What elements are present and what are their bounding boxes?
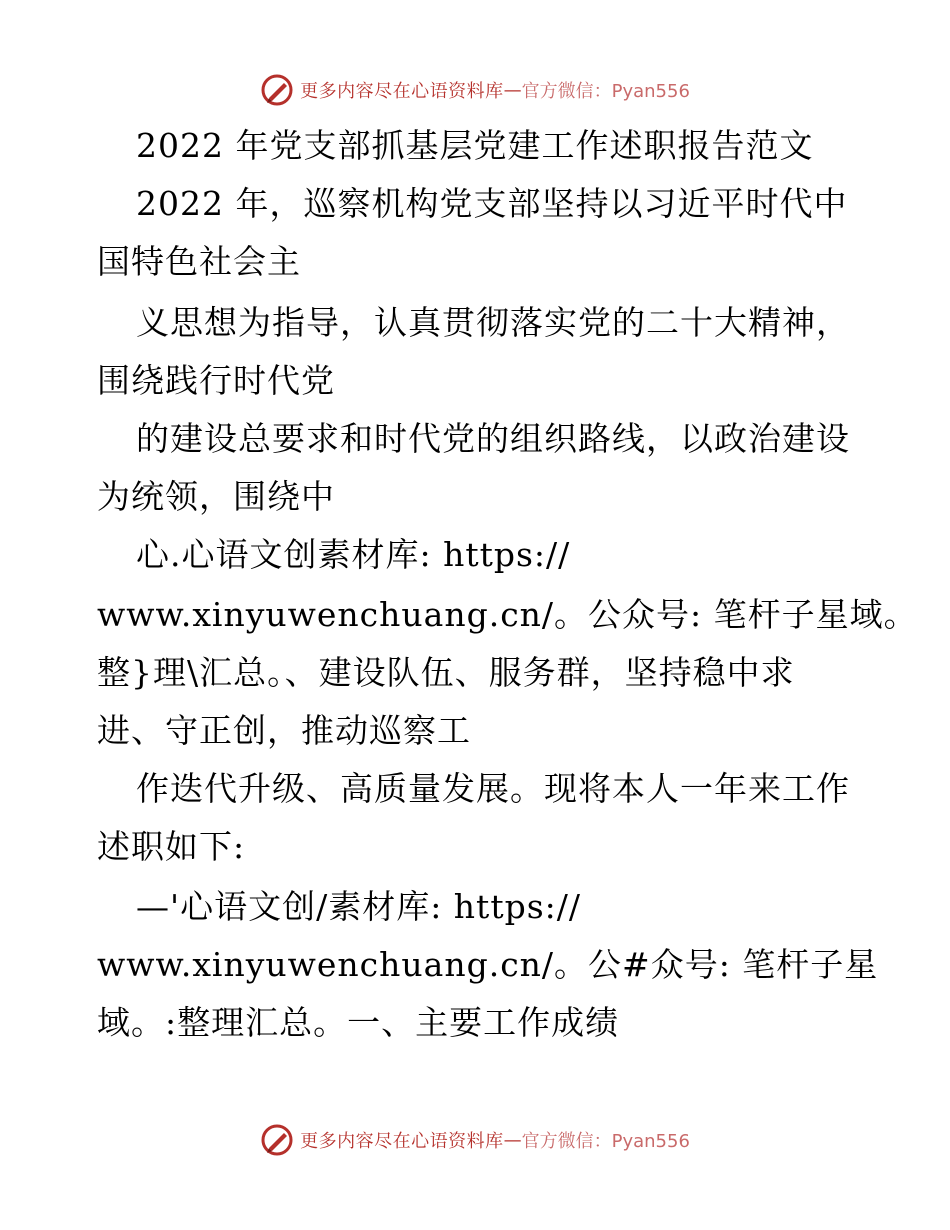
text-line: 围绕践行时代党	[97, 361, 335, 400]
footer-banner	[0, 1120, 950, 1160]
pen-logo-icon	[260, 1123, 294, 1157]
banner-separator: —	[503, 1129, 522, 1151]
text-line: 义思想为指导，认真贯彻落实党的二十大精神，	[136, 303, 850, 342]
banner-slogan: 更多内容尽在心语资料库	[300, 1131, 504, 1152]
header-banner	[0, 70, 950, 110]
banner-slogan: 更多内容尽在心语资料库	[300, 81, 504, 102]
text-line: 作迭代升级、高质量发展。现将本人一年来工作	[136, 769, 850, 808]
text-line: 域。:整理汇总。一、主要工作成绩	[97, 1003, 620, 1042]
text-line: 的建设总要求和时代党的组织路线，以政治建设	[136, 419, 850, 458]
pen-logo-icon	[260, 73, 294, 107]
banner-separator: —	[503, 79, 522, 101]
text-line: 整}理\汇总。、建设队伍、服务群，坚持稳中求	[97, 653, 795, 692]
text-line: 进、守正创，推动巡察工	[97, 711, 471, 750]
text-line: www.xinyuwenchuang.cn/。公#众号: 笔杆子星	[97, 945, 879, 984]
text-line: 述职如下:	[97, 827, 246, 866]
banner-wechat: 官方微信：Pyan556	[521, 1131, 690, 1152]
document-title: 2022 年党支部抓基层党建工作述职报告范文	[136, 126, 814, 165]
text-line: 国特色社会主	[97, 242, 301, 281]
banner-wechat: 官方微信：Pyan556	[521, 81, 690, 102]
text-line: —'心语文创/素材库: https://	[136, 887, 581, 926]
text-line: www.xinyuwenchuang.cn/。公众号: 笔杆子星域。	[97, 595, 918, 634]
text-line: 为统领，围绕中	[97, 477, 335, 516]
text-line: 心.心语文创素材库: https://	[136, 535, 571, 574]
text-line: 2022 年，巡察机构党支部坚持以习近平时代中	[136, 184, 848, 223]
